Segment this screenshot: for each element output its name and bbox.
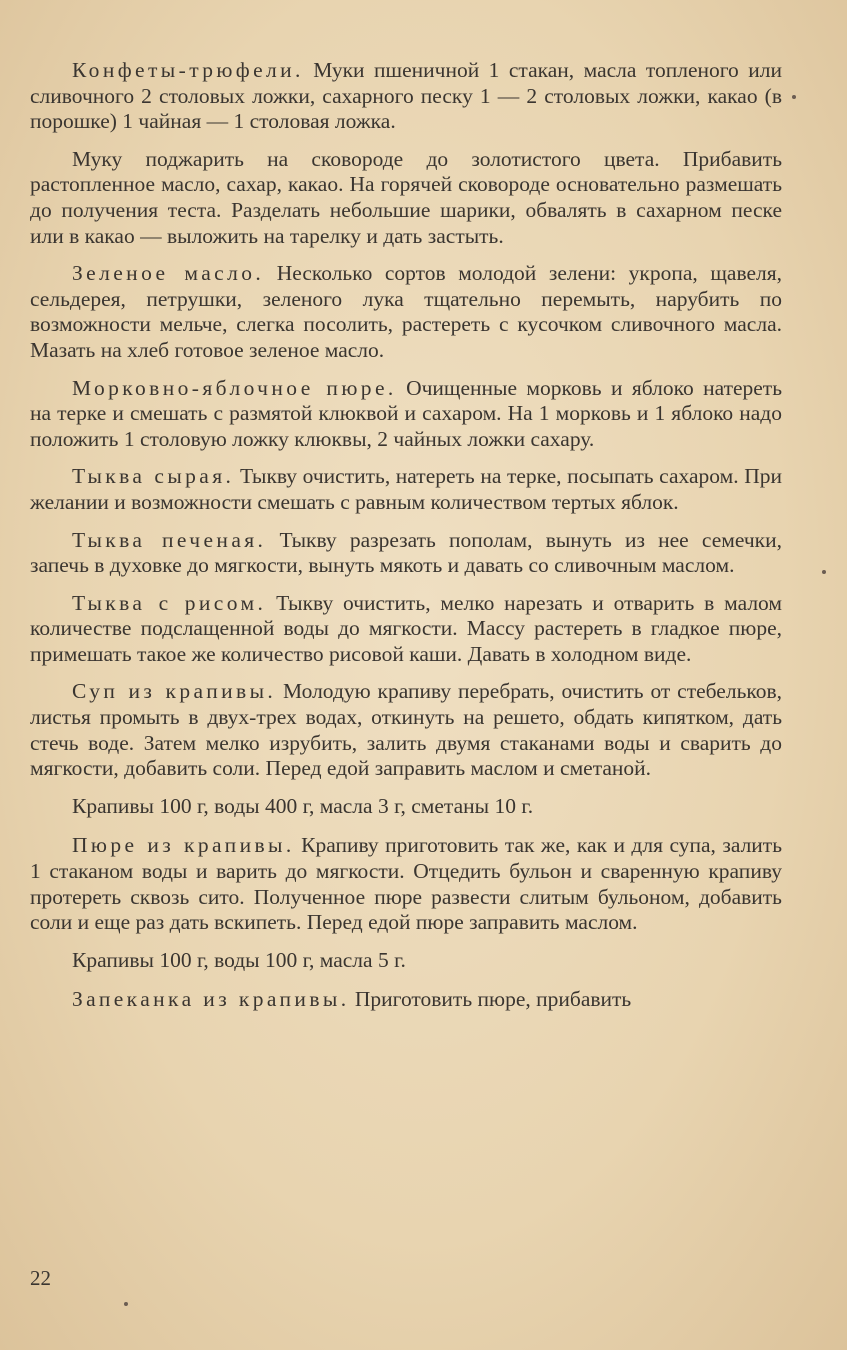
recipe-title: Пюре из крапивы.	[72, 833, 295, 858]
recipe-title: Конфеты-трюфели.	[72, 58, 304, 82]
recipe-paragraph	[30, 376, 782, 453]
recipe-paragraph	[30, 591, 782, 668]
recipe-title: Тыква печеная.	[72, 527, 267, 552]
recipe-text-column	[30, 58, 782, 1025]
recipe-paragraph	[30, 261, 782, 363]
recipe-body: Тыкву очистить, натереть на терке, посыпать сахаром. При желании и возможности смешать с равным количеством тертых яблок.	[30, 464, 783, 514]
recipe-body: Крапивы 100 г, воды 400 г, масла 3 г, сметаны 10 г.	[72, 793, 534, 818]
recipe-body: Приготовить пюре, прибавить	[354, 987, 632, 1012]
print-speck	[792, 95, 796, 99]
recipe-title: Тыква сырая.	[72, 464, 235, 489]
recipe-body: Молодую крапиву перебрать, очистить от стебельков, листья промыть в двух-трех водах, откинуть на решето, обдать кипятком, дать стечь воде. Затем мелко изрубить, залить двумя стаканами воды и сварить до мягкости, добавить соли. Перед едой заправить маслом и сметаной.	[30, 679, 782, 781]
recipe-body: Тыкву разрезать пополам, вынуть из нее семечки, запечь в духовке до мягкости, вынуть мякоть и давать со сливочным маслом.	[30, 527, 782, 578]
recipe-ingredients	[30, 794, 782, 820]
recipe-title: Зеленое масло.	[72, 261, 265, 286]
page-number: 22	[30, 1266, 51, 1290]
recipe-title: Тыква с рисом.	[72, 590, 267, 615]
recipe-paragraph	[30, 464, 782, 515]
recipe-body: Крапиву приготовить так же, как и для супа, залить 1 стаканом воды и варить до мягкости. Отцедить бульон и сваренную крапиву протереть сквозь сито. Полученное пюре развести слитым бульоном, добавить соли и еще раз дать вскипеть. Перед едой пюре заправить маслом.	[30, 833, 783, 935]
recipe-body: Тыкву очистить, мелко нарезать и отварить в малом количестве подслащенной воды до мягкости. Массу растереть в гладкое пюре, примешать такое же количество рисовой каши. Давать в холодном виде.	[30, 590, 782, 666]
recipe-title: Морковно-яблочное пюре.	[72, 375, 397, 400]
recipe-body: Крапивы 100 г, воды 100 г, масла 5 г.	[72, 947, 406, 972]
print-speck	[124, 1302, 128, 1306]
recipe-paragraph	[30, 987, 782, 1013]
print-speck	[822, 570, 826, 574]
recipe-body: Муки пшеничной 1 стакан, масла топленого или сливочного 2 столовых ложки, сахарного песку 1 — 2 столовых ложки, какао (в порошке) 1 чайная — 1 столовая ложка.	[30, 58, 782, 134]
recipe-paragraph	[30, 679, 782, 781]
recipe-body: Очищенные морковь и яблоко натереть на терке и смешать с размятой клюквой и сахаром. На 1 морковь и 1 яблоко надо положить 1 столовую ложку клюквы, 2 чайных ложки сахару.	[30, 375, 783, 451]
recipe-paragraph	[30, 833, 782, 935]
recipe-paragraph	[30, 147, 782, 249]
recipe-body: Муку поджарить на сковороде до золотистого цвета. Прибавить растопленное масло, сахар, какао. На горячей сковороде основательно размешать до получения теста. Разделать небольшие шарики, обвалять в сахарном песке или в какао — выложить на тарелку и дать застыть.	[30, 146, 782, 248]
recipe-paragraph	[30, 58, 782, 135]
recipe-ingredients	[30, 948, 782, 974]
recipe-body: Несколько сортов молодой зелени: укропа, щавеля, сельдерея, петрушки, зеленого лука тщательно перемыть, нарубить по возможности мельче, слегка посолить, растереть с кусочком сливочного масла. Мазать на хлеб готовое зеленое масло.	[30, 261, 783, 362]
recipe-title: Суп из крапивы.	[72, 679, 277, 704]
recipe-paragraph	[30, 528, 782, 579]
recipe-title: Запеканка из крапивы.	[72, 987, 350, 1012]
